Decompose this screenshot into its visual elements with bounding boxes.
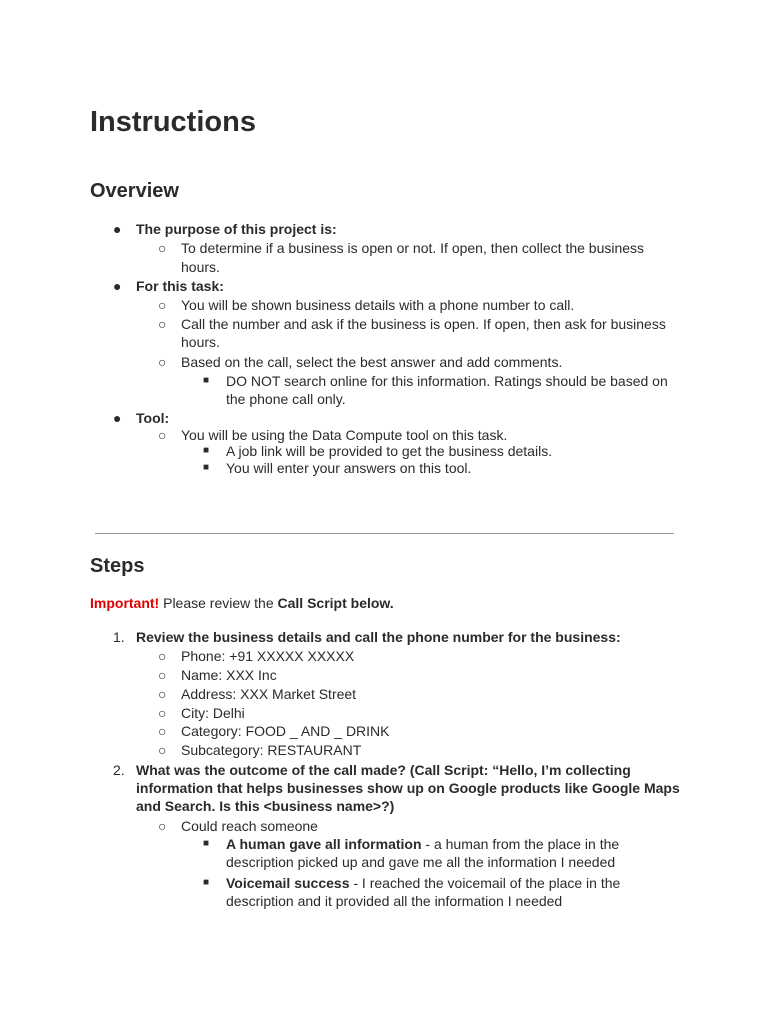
bullet-disc: ● — [113, 410, 122, 426]
bullet-circle: ○ — [158, 705, 167, 721]
bullet-square: ■ — [203, 375, 210, 386]
task-item: Call the number and ask if the business is open. If open, then ask for business — [181, 316, 666, 332]
option-title: A human gave all information — [226, 836, 422, 852]
bullet-circle: ○ — [158, 667, 167, 683]
option-desc-cont: description and it provided all the information I needed — [226, 893, 563, 909]
task-item: You will be shown business details with a phone number to call. — [181, 297, 575, 313]
bullet-square: ■ — [203, 445, 210, 456]
steps-heading: Steps — [90, 555, 145, 577]
step-number: 1. — [113, 629, 125, 645]
step-number: 2. — [113, 762, 125, 778]
purpose-label: The purpose of this project is: — [136, 221, 337, 237]
bullet-square: ■ — [203, 877, 210, 888]
horizontal-divider — [95, 533, 674, 534]
step2-label-cont: and Search. Is this <business name>?) — [136, 798, 395, 814]
detail-city: City: Delhi — [181, 705, 245, 721]
option-human — [226, 835, 619, 853]
tool-subitem: You will enter your answers on this tool. — [226, 460, 472, 476]
bullet-circle: ○ — [158, 240, 167, 256]
bullet-disc: ● — [113, 221, 122, 237]
purpose-text: To determine if a business is open or not. If open, then collect the business — [181, 240, 645, 256]
important-note — [90, 594, 394, 612]
bullet-circle: ○ — [158, 742, 167, 758]
bullet-circle: ○ — [158, 316, 167, 332]
task-item-cont: hours. — [181, 334, 220, 350]
bullet-square: ■ — [203, 838, 210, 849]
bullet-circle: ○ — [158, 818, 167, 834]
tool-item: You will be using the Data Compute tool on this task. — [181, 427, 508, 443]
detail-name: Name: XXX Inc — [181, 667, 277, 683]
outcome-item: Could reach someone — [181, 818, 318, 834]
detail-subcategory: Subcategory: RESTAURANT — [181, 742, 362, 758]
bullet-circle: ○ — [158, 648, 167, 664]
task-item: Based on the call, select the best answer and add comments. — [181, 354, 563, 370]
important-text: Please review the — [159, 595, 278, 611]
bullet-circle: ○ — [158, 686, 167, 702]
bullet-square: ■ — [203, 462, 210, 473]
step2-label: What was the outcome of the call made? (Call Script: “Hello, I’m collecting — [136, 762, 631, 778]
option-desc-cont: description picked up and gave me all the information I needed — [226, 854, 616, 870]
option-desc: - a human from the place in the — [421, 836, 620, 852]
bullet-circle: ○ — [158, 723, 167, 739]
tool-subitem: A job link will be provided to get the business details. — [226, 443, 553, 459]
detail-address: Address: XXX Market Street — [181, 686, 357, 702]
task-subitem: DO NOT search online for this information. Ratings should be based on — [226, 373, 668, 389]
overview-heading: Overview — [90, 180, 179, 202]
bullet-circle: ○ — [158, 297, 167, 313]
detail-phone: Phone: +91 XXXXX XXXXX — [181, 648, 355, 664]
option-voicemail — [226, 874, 620, 892]
call-script-ref: Call Script below. — [277, 595, 394, 611]
important-label: Important! — [90, 595, 160, 611]
task-subitem-cont: the phone call only. — [226, 391, 346, 407]
step1-label: Review the business details and call the phone number for the business: — [136, 629, 621, 645]
tool-label: Tool: — [136, 410, 170, 426]
task-label: For this task: — [136, 278, 224, 294]
purpose-text-cont: hours. — [181, 259, 220, 275]
page-title: Instructions — [90, 106, 256, 138]
detail-category: Category: FOOD _ AND _ DRINK — [181, 723, 390, 739]
bullet-circle: ○ — [158, 354, 167, 370]
bullet-circle: ○ — [158, 427, 167, 443]
option-desc: - I reached the voicemail of the place in the — [349, 875, 621, 891]
option-title: Voicemail success — [226, 875, 350, 891]
step2-label-cont: information that helps businesses show up on Google products like Google Maps — [136, 780, 680, 796]
bullet-disc: ● — [113, 278, 122, 294]
